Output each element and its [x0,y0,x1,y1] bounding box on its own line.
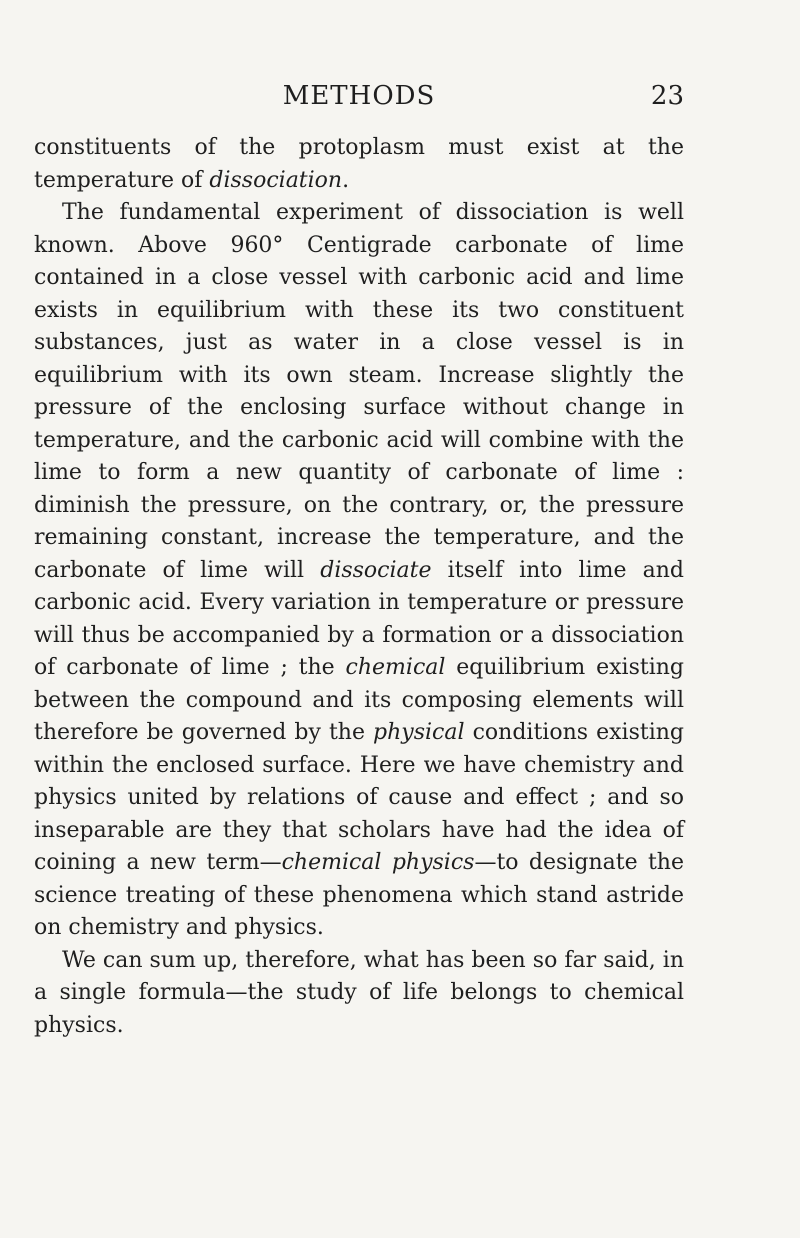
emphasis-chemical-physics: chemical physics [281,850,475,875]
emphasis-chemical: chemical [345,655,446,680]
paragraph-2-text-i: —to designate the science treating of these phenomena which stand astride on chemistry and physics. [34,850,684,940]
page-number: 23 [650,81,684,111]
body-text [34,132,684,1042]
paragraph-2-text-g: conditions existing within the enclosed surface. Here we have chemistry and physics united by relations of cause and effect ; and so inseparable are they that scholars have had the idea of coining a new term— [34,720,684,875]
paragraph-2 [34,197,684,945]
paragraph-3 [34,945,684,1043]
emphasis-dissociate: dissociate [320,557,432,583]
paragraph-1-end: . [342,167,350,193]
paragraph-1 [34,132,684,197]
paragraph-2-text-c: itself into lime and carbonic acid. Every variation in temperature or pressure will thus be accompanied by a formation or a dissociation of carbonate of lime ; the [34,557,685,680]
emphasis-dissociation: dissociation [209,167,343,193]
chapter-title: METHODS [282,81,436,111]
paragraph-1-text: constituents of the protoplasm must exist at the temperature of [34,135,684,193]
emphasis-physical: physical [373,720,465,745]
paragraph-2-text-a: The fundamental experiment of dissociation is well known. Above 960° Centigrade carbonate of lime contained in a close vessel with carbonic acid and lime exists in equilibrium with these its two constituent substances, just as water in a close vessel is in equilibrium with its own steam. Increase slightly the pressure of the enclosing surface without change in temperature, and the carbonic acid will combine with the lime to form a new quantity of carbonate of lime : diminish the pressure, on the contrary, or, the pressure remaining constant, increase the temperature, and the carbonate of lime will [34,200,684,583]
paragraph-2-text-e: equilibrium existing between the compound and its composing elements will therefore be governed by the [34,655,684,745]
paragraph-3-text: We can sum up, therefore, what has been so far said, in a single formula—the study of life belongs to chemical physics. [34,947,684,1038]
running-head [34,78,684,114]
